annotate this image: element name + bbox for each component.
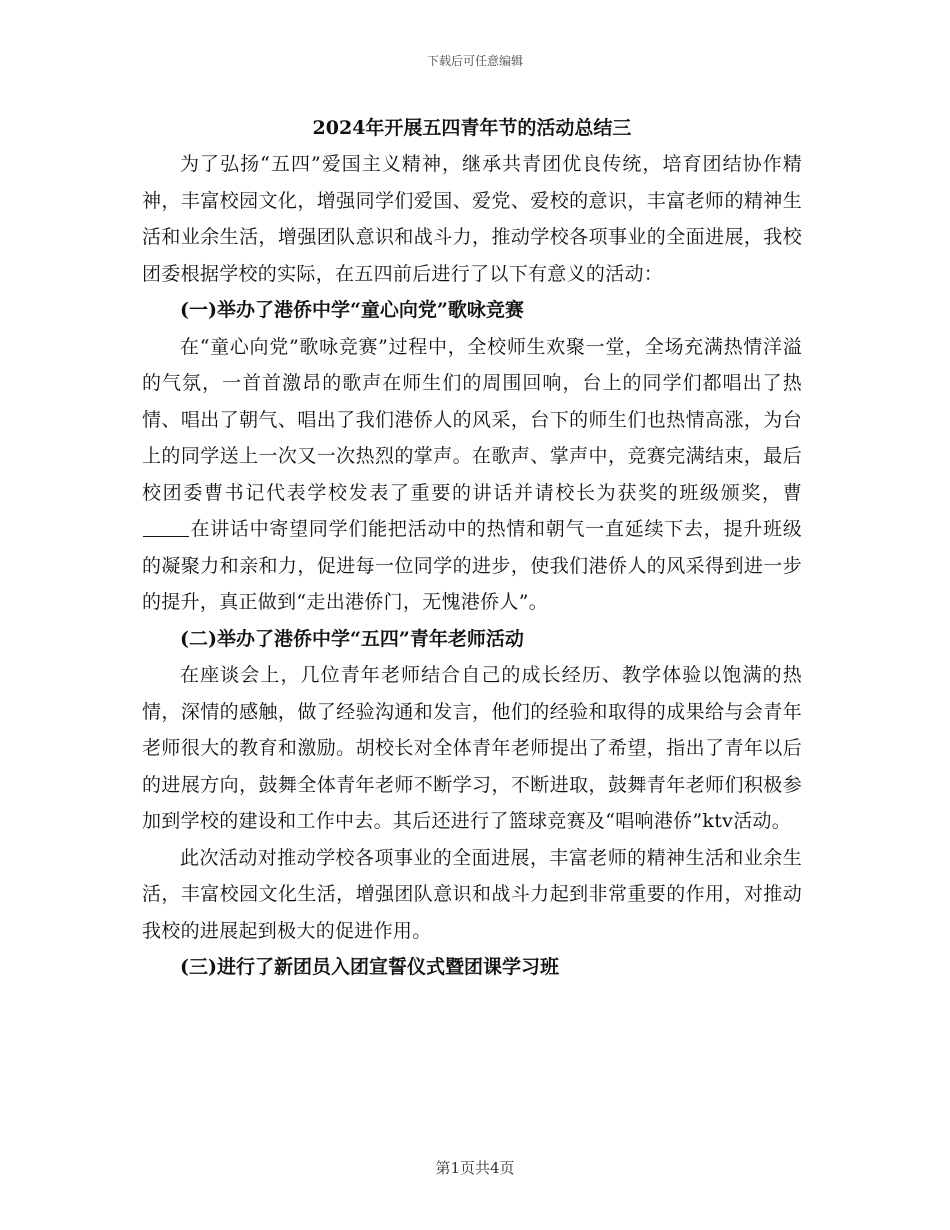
document-body <box>142 110 802 986</box>
section-1-text-part1: 在“童心向党”歌咏竞赛”过程中，全校师生欢聚一堂，全场充满热情洋溢的气氛，一首首激昂的歌声在师生们的周围回响，台上的同学们都唱出了热情、唱出了朝气、唱出了我们港侨人的风采，台下的师生们也热情高涨，为台上的同学送上一次又一次热烈的掌声。在歌声、掌声中，竞赛完满结束，最后校团委曹书记代表学校发表了重要的讲话并请校长为获奖的班级颁奖，曹 <box>142 335 802 504</box>
section-3-heading: (三)进行了新团员入团宣誓仪式暨团课学习班 <box>180 956 559 978</box>
intro-paragraph: 为了弘扬“五四”爱国主义精神，继承共青团优良传统，培育团结协作精神，丰富校园文化，增强同学们爱国、爱党、爱校的意识，丰富老师的精神生活和业余生活，增强团队意识和战斗力，推动学校各项事业的全面进展，我校团委根据学校的实际，在五四前后进行了以下有意义的活动： <box>142 153 802 285</box>
section-2-paragraph-2: 此次活动对推动学校各项事业的全面进展，丰富老师的精神生活和业余生活，丰富校园文化生活，增强团队意识和战斗力起到非常重要的作用，对推动我校的进展起到极大的促进作用。 <box>142 846 802 942</box>
section-1-paragraph <box>142 329 802 621</box>
document-title: 2024年开展五四青年节的活动总结三 <box>312 117 632 139</box>
section-2-heading: (二)举办了港侨中学“五四”青年老师活动 <box>180 627 524 650</box>
page-number: 第1页共4页 <box>435 1159 515 1177</box>
page-header-note: 下载后可任意编辑 <box>426 54 523 68</box>
section-1-heading: (一)举办了港侨中学“童心向党”歌咏竞赛 <box>180 299 524 321</box>
section-2-paragraph-1: 在座谈会上，几位青年老师结合自己的成长经历、教学体验以饱满的热情，深情的感触，做了经验沟通和发言，他们的经验和取得的成果给与会青年老师很大的教育和激励。胡校长对全体青年老师提出了希望，指出了青年以后的进展方向，鼓舞全体青年老师不断学习，不断进取，鼓舞青年老师们积极参加到学校的建设和工作中去。其后还进行了篮球竞赛及“唱响港侨”ktv活动。 <box>142 664 802 832</box>
fill-in-blank <box>143 517 189 537</box>
section-1-text-part2: 在讲话中寄望同学们能把活动中的热情和朝气一直延续下去，提升班级的凝聚力和亲和力，促进每一位同学的进步，使我们港侨人的风采得到进一步的提升，真正做到“走出港侨门，无愧港侨人”。 <box>142 518 802 613</box>
